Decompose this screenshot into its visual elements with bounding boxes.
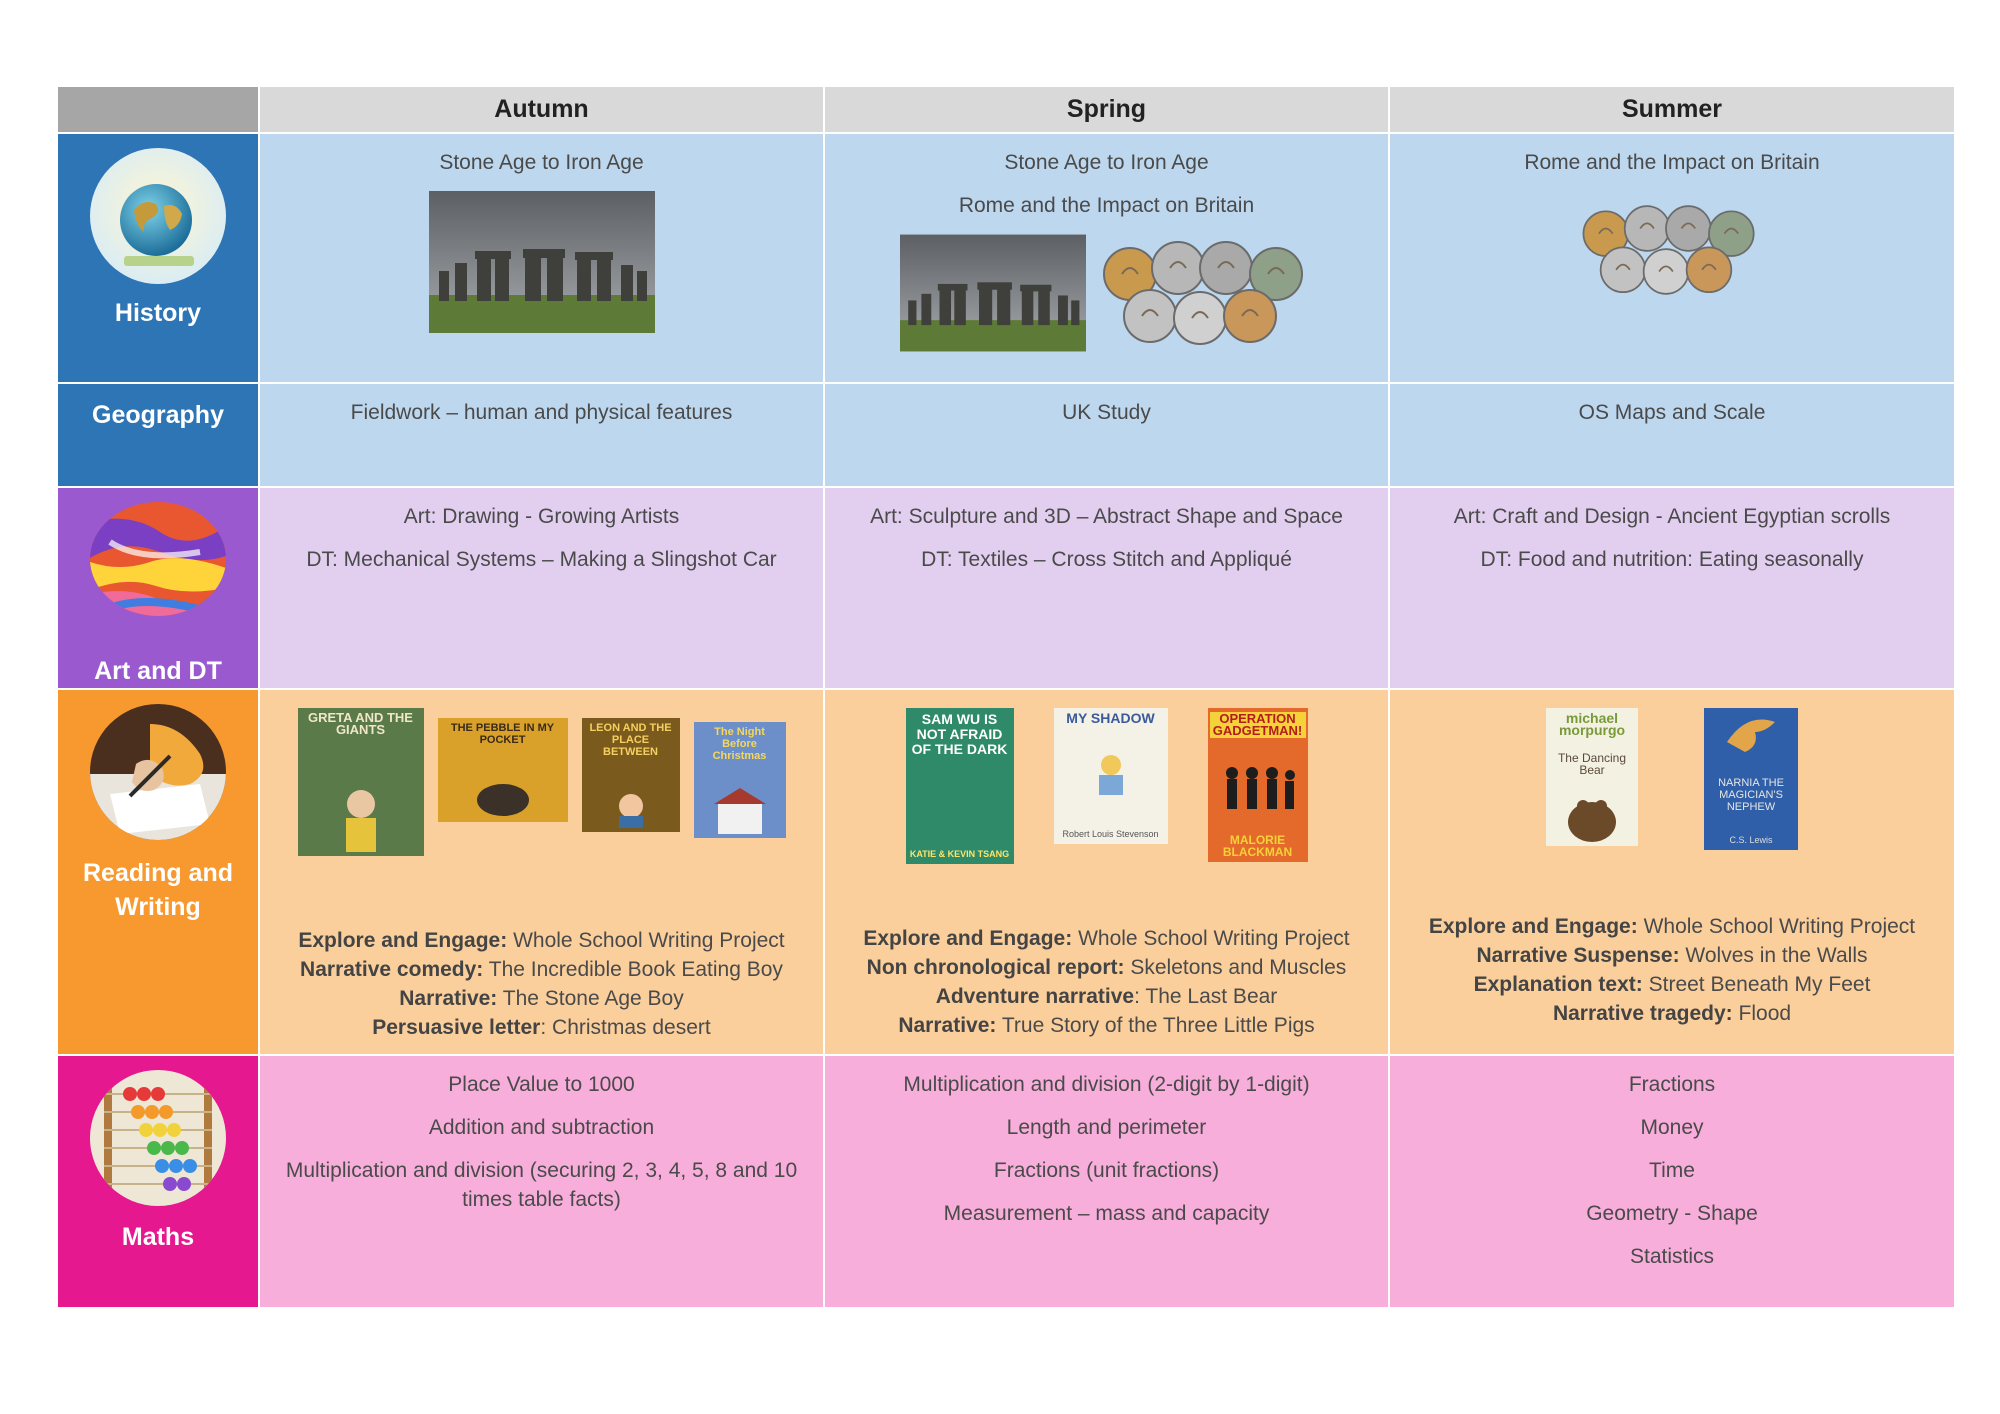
subject-art-dt [58, 488, 258, 688]
topic: Multiplication and division (securing 2, 3, 4, 5, 8 and 10 times table facts) [285, 1159, 798, 1211]
art-autumn [260, 488, 823, 688]
book-illustration [473, 778, 533, 818]
book-cover [298, 708, 424, 856]
maths-summer [1390, 1056, 1954, 1307]
topic: UK Study [1062, 401, 1151, 424]
art-summer [1390, 488, 1954, 688]
header-summer: Summer [1390, 87, 1954, 132]
book-title: OPERATION GADGETMAN! [1210, 712, 1306, 738]
writing-unit: Narrative Suspense: Wolves in the Walls [1476, 944, 1868, 967]
writing-unit: Narrative: True Story of the Three Little Pigs [898, 1014, 1315, 1037]
header-autumn: Autumn [260, 87, 823, 132]
book-author: MALORIE BLACKMAN [1222, 833, 1293, 859]
subject-label: Geography [92, 401, 224, 429]
topic: DT: Mechanical Systems – Making a Slingshot Car [306, 548, 777, 571]
subject-label: Art and DT [94, 657, 222, 685]
stonehenge-image [900, 234, 1086, 352]
stonehenge-image [429, 191, 655, 333]
book-cover [1208, 708, 1308, 862]
topic: Stone Age to Iron Age [439, 151, 644, 174]
abacus-icon [90, 1070, 226, 1206]
topic: Rome and the Impact on Britain [1524, 151, 1820, 174]
history-spring [825, 134, 1388, 382]
book-author: michael morpurgo [1558, 710, 1626, 738]
book-title: MY SHADOW [1066, 710, 1155, 726]
topic: Art: Craft and Design - Ancient Egyptian scrolls [1453, 505, 1891, 528]
topic: DT: Food and nutrition: Eating seasonally [1480, 548, 1864, 571]
topic: Art: Sculpture and 3D – Abstract Shape and Space [870, 505, 1343, 528]
book-title: THE PEBBLE IN MY POCKET [450, 722, 555, 746]
art-spring [825, 488, 1388, 688]
writing-unit: Narrative: The Stone Age Boy [399, 987, 684, 1010]
subject-reading-writing [58, 690, 258, 1054]
writing-unit: Explore and Engage: Whole School Writing Project [863, 927, 1350, 950]
subject-maths [58, 1056, 258, 1307]
topic: Place Value to 1000 [448, 1073, 635, 1096]
topic: Geometry - Shape [1586, 1202, 1758, 1225]
subject-label: Maths [121, 1223, 195, 1251]
subject-label: History [114, 299, 202, 327]
book-cover [906, 708, 1014, 864]
writing-unit: Persuasive letter: Christmas desert [372, 1016, 711, 1039]
topic: Stone Age to Iron Age [1004, 151, 1209, 174]
book-title: GRETA AND THE GIANTS [308, 710, 413, 737]
book-author: C.S. Lewis [1729, 835, 1773, 845]
topic: Time [1649, 1159, 1695, 1182]
topic: Addition and subtraction [428, 1116, 655, 1139]
book-cover [582, 718, 680, 832]
book-cover [1704, 708, 1798, 850]
book-cover [1546, 708, 1638, 846]
writing-unit: Explore and Engage: Whole School Writing Project [1428, 915, 1916, 938]
geography-autumn [260, 384, 823, 486]
book-illustration [606, 788, 656, 828]
header-spring: Spring [825, 87, 1388, 132]
book-illustration [710, 788, 770, 834]
book-title: The Dancing Bear [1557, 751, 1627, 777]
topic: Fieldwork – human and physical features [350, 401, 733, 424]
roman-coins-image [1580, 195, 1764, 305]
book-title: NARNIA THE MAGICIAN'S NEPHEW [1718, 777, 1784, 813]
topic: Fractions (unit fractions) [993, 1159, 1220, 1182]
curriculum-table [58, 87, 1948, 1297]
topic: Length and perimeter [1006, 1116, 1207, 1139]
writing-unit: Explore and Engage: Whole School Writing Project [298, 929, 785, 952]
topic: Rome and the Impact on Britain [958, 194, 1255, 217]
topic: Measurement – mass and capacity [943, 1202, 1270, 1225]
book-title: The Night Before Christmas [712, 726, 767, 762]
writing-unit: Narrative comedy: The Incredible Book Eating Boy [300, 958, 783, 981]
book-title: LEON AND THE PLACE BETWEEN [589, 722, 672, 758]
history-autumn [260, 134, 823, 382]
book-author: Robert Louis Stevenson [1062, 829, 1159, 839]
subject-history [58, 134, 258, 382]
topic: OS Maps and Scale [1578, 401, 1766, 424]
reading-autumn [260, 690, 823, 1054]
header-corner [58, 87, 258, 132]
geography-summer [1390, 384, 1954, 486]
writing-unit: Non chronological report: Skeletons and Muscles [866, 956, 1347, 979]
book-cover [694, 722, 786, 838]
paint-icon [90, 502, 226, 616]
writing-hand-icon [90, 704, 226, 840]
geography-spring [825, 384, 1388, 486]
maths-spring [825, 1056, 1388, 1307]
topic: Multiplication and division (2-digit by 1-digit) [903, 1073, 1310, 1096]
globe-icon [90, 148, 226, 284]
writing-unit: Explanation text: Street Beneath My Feet [1473, 973, 1871, 996]
topic: Fractions [1628, 1073, 1716, 1096]
book-cover [1054, 708, 1168, 844]
book-cover [438, 718, 568, 822]
topic: DT: Textiles – Cross Stitch and Appliqué [921, 548, 1292, 571]
history-summer [1390, 134, 1954, 382]
topic: Art: Drawing - Growing Artists [403, 505, 680, 528]
book-illustration [1557, 792, 1627, 842]
subject-geography [58, 384, 258, 486]
topic: Statistics [1629, 1245, 1715, 1268]
book-illustration [1721, 712, 1781, 756]
writing-unit: Adventure narrative: The Last Bear [935, 985, 1278, 1008]
roman-coins-image [1100, 234, 1314, 352]
maths-autumn [260, 1056, 823, 1307]
topic: Money [1640, 1116, 1704, 1139]
reading-summer [1390, 690, 1954, 1054]
book-illustration [326, 782, 396, 852]
subject-label-line2: Writing [115, 893, 201, 921]
book-illustration [1218, 761, 1298, 811]
reading-spring [825, 690, 1388, 1054]
book-illustration [1081, 751, 1141, 801]
subject-label-line1: Reading and [82, 859, 233, 887]
book-author: KATIE & KEVIN TSANG [909, 849, 1010, 859]
book-title: SAM WU IS NOT AFRAID OF THE DARK [911, 711, 1008, 757]
writing-unit: Narrative tragedy: Flood [1552, 1002, 1792, 1025]
